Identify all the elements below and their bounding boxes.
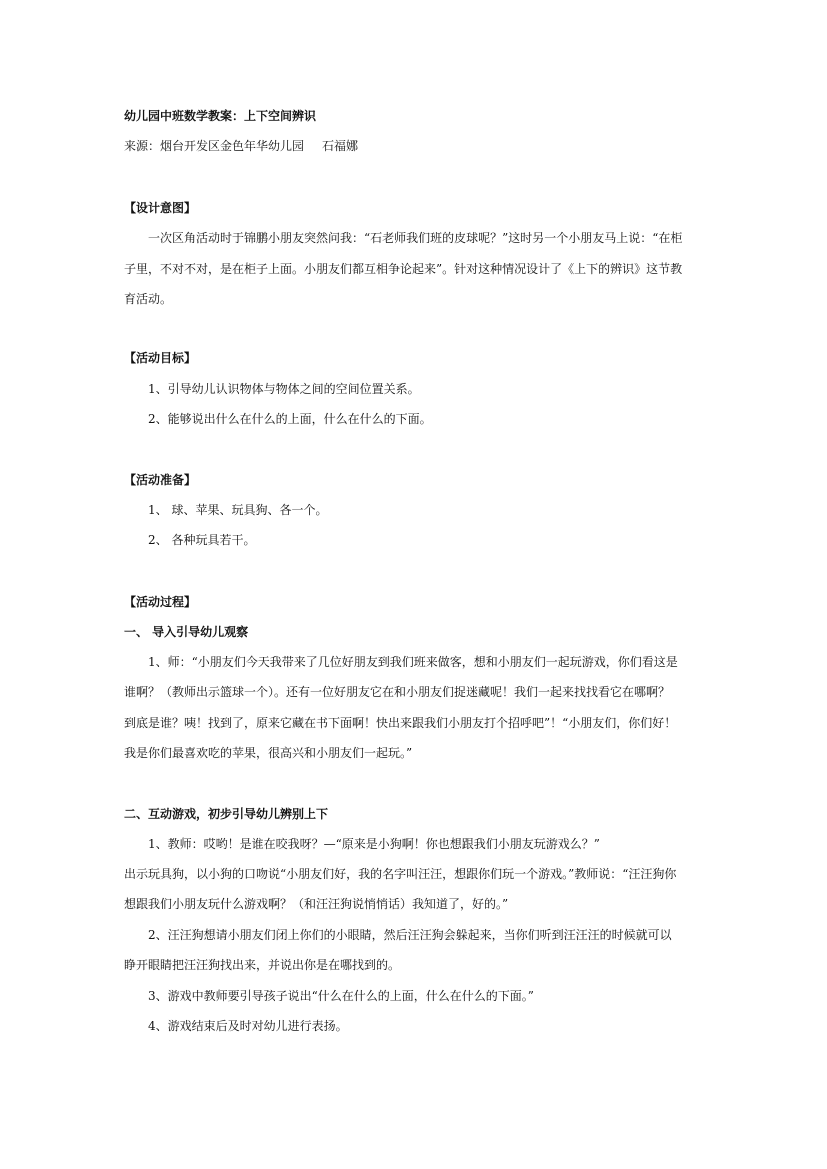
goals-heading: 【活动目标】 <box>124 351 197 365</box>
preparation-item: 2、 各种玩具若干。 <box>148 533 256 547</box>
process-part1-line: 谁啊？（教师出示篮球一个）。还有一位好朋友它在和小朋友们捉迷藏呢！我们一起来找找看它在哪啊？ <box>124 685 671 699</box>
process-part1-line: 到底是谁？咦！找到了，原来它藏在书下面啊！快出来跟我们小朋友打个招呼吧”！“小朋友们，你们好！ <box>124 716 677 730</box>
process-part2-line: 4、游戏结束后及时对幼儿进行表扬。 <box>148 1019 348 1033</box>
process-part2-line: 想跟我们小朋友玩什么游戏啊？（和汪汪狗说悄悄话）我知道了，好的。” <box>124 897 509 911</box>
author-name: 石福娜 <box>322 139 359 153</box>
process-part1-line: 1、师：“小朋友们今天我带来了几位好朋友到我们班来做客，想和小朋友们一起玩游戏，你们看这是 <box>148 655 678 669</box>
process-part2-line: 3、游戏中教师要引导孩子说出“什么在什么的上面，什么在什么的下面。” <box>148 989 534 1003</box>
source-line <box>124 138 709 154</box>
design-intent-line: 子里，不对不对，是在柜子上面。小朋友们都互相争论起来”。针对这种情况设计了《上下的辨识》这节教 <box>124 262 683 276</box>
process-part2-heading: 二、互动游戏，初步引导幼儿辨别上下 <box>124 807 329 821</box>
process-heading: 【活动过程】 <box>124 595 197 609</box>
design-intent-heading: 【设计意图】 <box>124 201 197 215</box>
process-part2-line: 1、教师：哎哟！是谁在咬我呀？—“原来是小狗啊！你也想跟我们小朋友玩游戏么？” <box>148 837 600 851</box>
process-part2-line: 出示玩具狗，以小狗的口吻说“小朋友们好，我的名字叫汪汪，想跟你们玩一个游戏。”教师说：“汪汪狗你 <box>124 867 677 881</box>
design-intent-line: 育活动。 <box>124 292 173 306</box>
process-part2-line: 睁开眼睛把汪汪狗找出来，并说出你是在哪找到的。 <box>124 958 401 972</box>
design-intent-line: 一次区角活动时于锦鹏小朋友突然问我：“石老师我们班的皮球呢？”这时另一个小朋友马上说：“在柜 <box>148 231 683 245</box>
goal-item: 1、引导幼儿认识物体与物体之间的空间位置关系。 <box>148 382 420 396</box>
process-part1-line: 我是你们最喜欢吃的苹果，很高兴和小朋友们一起玩。” <box>124 746 413 760</box>
preparation-heading: 【活动准备】 <box>124 473 197 487</box>
process-part2-line: 2、汪汪狗想请小朋友们闭上你们的小眼睛，然后汪汪狗会躲起来，当你们听到汪汪汪的时候就可以 <box>148 928 672 942</box>
goal-item: 2、能够说出什么在什么的上面，什么在什么的下面。 <box>148 412 432 426</box>
process-part1-heading: 一、 导入引导幼儿观察 <box>124 625 249 639</box>
preparation-item: 1、 球、苹果、玩具狗、各一个。 <box>148 503 328 517</box>
document-title: 幼儿园中班数学教案：上下空间辨识 <box>124 109 317 123</box>
source-label: 来源：烟台开发区金色年华幼儿园 <box>124 139 305 153</box>
